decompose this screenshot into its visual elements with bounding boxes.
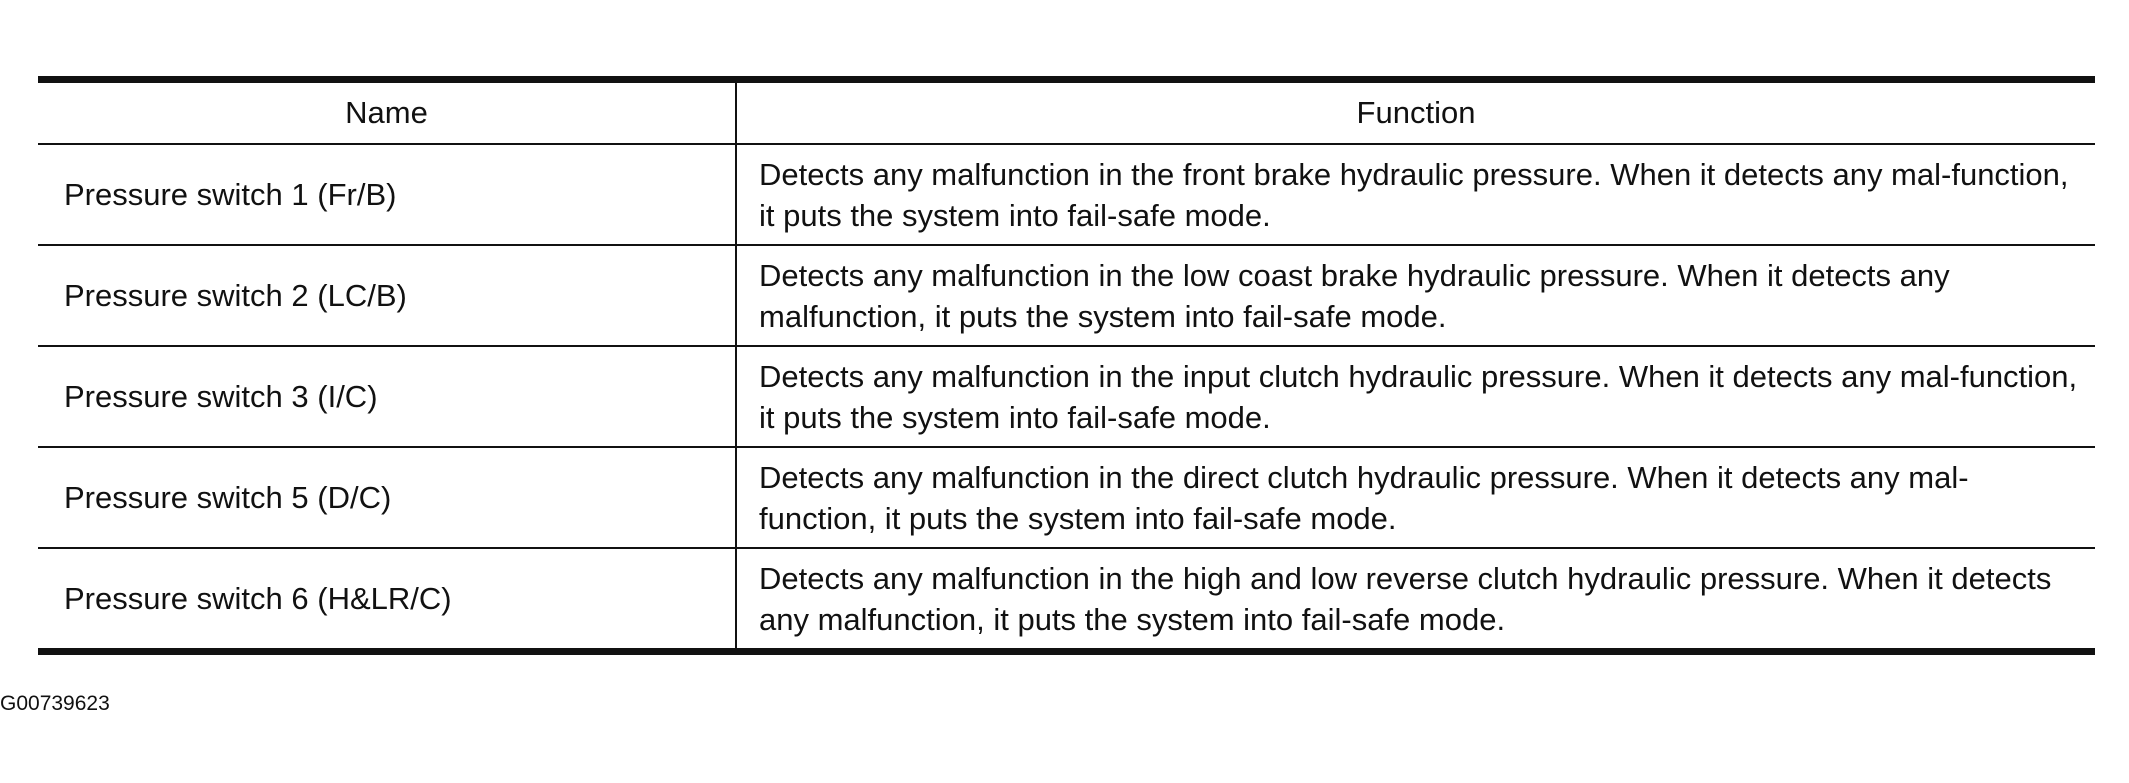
- row-name-cell: Pressure switch 6 (H&LR/C): [38, 548, 736, 652]
- row-function-cell: Detects any malfunction in the front brake hydraulic pressure. When it detects any mal-function, it puts the system into fail-safe mode.: [736, 144, 2095, 245]
- table-row: [38, 548, 2095, 652]
- table-row: [38, 245, 2095, 346]
- row-name-cell: Pressure switch 3 (I/C): [38, 346, 736, 447]
- header-function: Function: [736, 80, 2095, 145]
- header-name: Name: [38, 80, 736, 145]
- pressure-switch-table: [38, 76, 2095, 655]
- row-name-cell: Pressure switch 2 (LC/B): [38, 245, 736, 346]
- row-name-cell: Pressure switch 5 (D/C): [38, 447, 736, 548]
- table-row: [38, 144, 2095, 245]
- table-header-row: [38, 80, 2095, 145]
- row-function-cell: Detects any malfunction in the low coast brake hydraulic pressure. When it detects any malfunction, it puts the system into fail-safe mode.: [736, 245, 2095, 346]
- row-function-cell: Detects any malfunction in the high and low reverse clutch hydraulic pressure. When it detects any malfunction, it puts the system into fail-safe mode.: [759, 560, 2052, 637]
- table-row: [38, 346, 2095, 447]
- row-name-cell: Pressure switch 1 (Fr/B): [38, 144, 736, 245]
- figure-id: G00739623: [0, 692, 110, 715]
- row-function-cell: Detects any malfunction in the direct clutch hydraulic pressure. When it detects any mal-function, it puts the system into fail-safe mode.: [736, 447, 2095, 548]
- row-function-cell: Detects any malfunction in the input clutch hydraulic pressure. When it detects any mal-function, it puts the system into fail-safe mode.: [736, 346, 2095, 447]
- table-row: [38, 447, 2095, 548]
